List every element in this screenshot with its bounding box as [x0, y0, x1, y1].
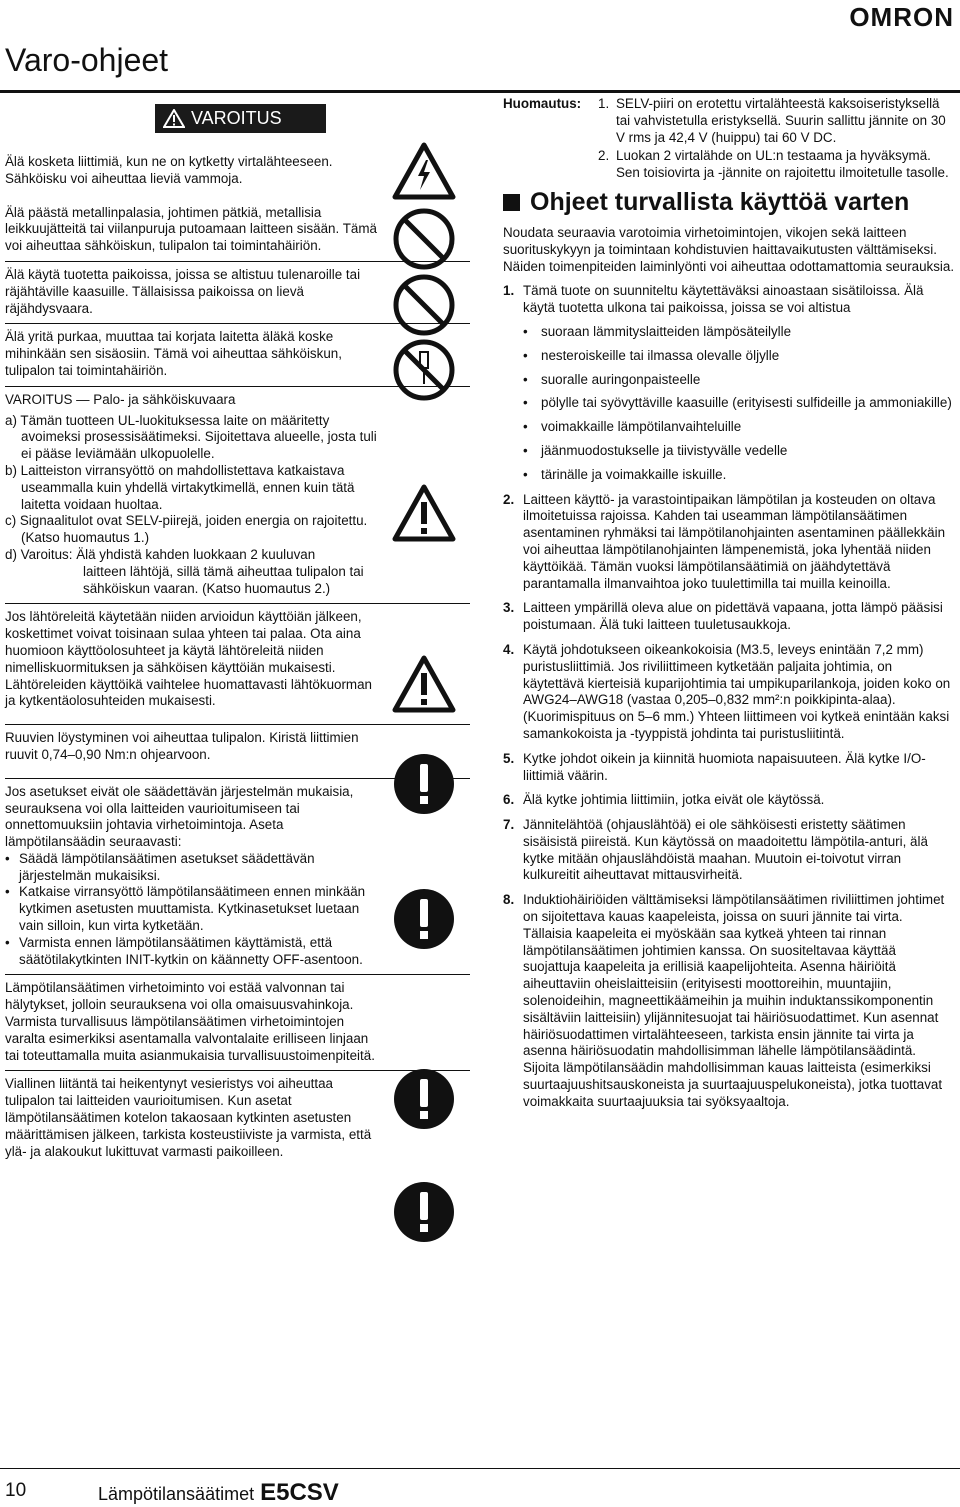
item-number: 1.	[503, 283, 515, 299]
section-heading-text: Ohjeet turvallista käyttöä varten	[530, 188, 910, 217]
omron-logo: OMRON	[849, 2, 954, 32]
item-number: 7.	[503, 817, 515, 833]
fire-shock-c: c) Signaalitulot ovat SELV-piirejä, joiden energia on rajoitettu. (Katso huomautus 1.)	[5, 513, 368, 546]
safe-use-item	[503, 600, 955, 634]
item-text: Induktiohäiriöiden välttämiseksi lämpötilansäätimen riviliittimen johtimet on sijoitettava kauas kaapeleista, joissa on suuri jännite tai virta. Tällaisia kaapeleita ei myöskään saa kytkeä yhteen tai rinnan lämpötilansäätimen johtimien kanssa. On suositeltavaa käyttää suojattuja kaapeleita ja erillisiä kaapelijohteita. Asenna häiriöitä aiheuttaviin oheislaitteisiin (erityisesti moottoreihin, muuntajiin, solenoideihin, magneettikäämeihin ja muihin induktanssikomponentin sisältäviin laitteisiin) ylijännitesuojat tai häiriösuodattimet. Kun asennat häiriösuodattimen virtalähteeseen, tarkista ensin jännite tai virta ja asenna häiriösuodatin mahdollisimman lähelle lämpötilansäädintä. Sijoita lämpötilansäädin mahdollisimman kauas laitteista (esimerkiksi suurtaajuushitsauskoneista ja suurtaajuuspelukoneista), jotka tuottavat voimakkaita suurtaajuuksia tai syöksyaaltoja.	[523, 892, 945, 1109]
item-number: 6.	[503, 792, 515, 808]
prohibition-icon	[392, 273, 456, 337]
safe-use-item	[503, 817, 955, 884]
screw-torque: Ruuvien löystyminen voi aiheuttaa tulipalon. Kiristä liittimien ruuvit 0,74–0,90 Nm:n ohjearvoon.	[5, 730, 359, 762]
note-text: Luokan 2 virtalähde on UL:n testaama ja hyväksymä. Sen toisiovirta ja -jännite on rajoitettu ilmoitetulle tasolle.	[616, 148, 949, 181]
seal-hooks: Viallinen liitäntä tai heikentynyt vesieristys voi aiheuttaa tulipalon tai laitteiden vaurioitumisen. Kun asetat lämpötilansäätimen kotelon takaosaan kytkinten asetusten määrittämisen jälkeen, tarkista kosteustiiviste ja varmista, että ylä- ja alakoukut lukittuvat varmasti paikoilleen.	[5, 1076, 372, 1159]
mandatory-action-icon	[392, 752, 456, 816]
caution-triangle-icon	[392, 655, 456, 713]
warning-triangle-icon	[163, 109, 185, 128]
item-text: Laitteen ympärillä oleva alue on pidettävä vapaana, jotta lämpö pääsisi poistumaan. Älä tuki laitteen tuuletusaukkoja.	[523, 600, 943, 633]
safe-use-item	[503, 792, 955, 809]
item-text: Tämä tuote on suunniteltu käytettäväksi ainoastaan sisätiloissa. Älä käytä tuotetta ulkona tai paikoissa, joissa se voi altistua	[523, 283, 924, 316]
footer-product	[98, 1479, 339, 1507]
warning-label: VAROITUS	[191, 108, 282, 128]
fire-shock-b: b) Laitteiston virransyöttö on mahdollistettava katkaistava useammalla kuin yhdellä virtakytkimellä, ennen kuin tätä laitetta voidaan huoltaa.	[5, 462, 355, 512]
safe-use-item	[503, 283, 955, 483]
item-number: 3.	[503, 600, 515, 616]
note-2	[503, 148, 955, 182]
square-bullet-icon	[503, 194, 520, 211]
item-text: Käytä johdotukseen oikeankokoisia (M3.5, leveys enintään 7,2 mm) puristusliittimiä. Jos riviliittimeen kytketään paljaita johtimia, on käytettävä kierteisiä kuparijohtimia tai umpikuparilankoja, joiden koko on AWG24–AWG18 (vastaa 0,205–0,832 mm²:n poikkipinta-alaa). (Kuorimispituus on 5–6 mm.) Yhteen liittimeen voi kytkeä enintään kaksi samankokoista ja -tyyppistä johdinta tai puristusliitintä.	[523, 641, 951, 741]
item-text: Jännitelähtöä (ohjauslähtöä) ei ole sähköisesti eristetty säätimen sisäisistä piireistä. Kun käytössä on maadoitettu lämpötila-anturi, älä kytke mitään ohjauslähdöistä maahan. Muutoin ei-toivotut virran kulkureitit aiheuttavat mittausvirheitä.	[523, 817, 928, 883]
safe-use-item	[503, 492, 955, 593]
item-number: 5.	[503, 750, 515, 766]
warning-header	[155, 104, 326, 133]
relay-lifetime: Jos lähtöreleitä käytetään niiden arvioidun käyttöiän jälkeen, koskettimet voivat toisinaan sulaa yhteen tai palaa. Ota aina huomioon käyttöolosuhteet ja käytä lähtöreleitä niiden nimelliskuormituksen ja sähköisen käyttöiän mukaisesti. Lähtöreleiden käyttöikä vaihtelee huomattavasti lähtökuorman ja kytkentäolosuhteiden mukaisesti.	[5, 609, 372, 709]
product-model: E5CSV	[260, 1479, 339, 1506]
note-1	[503, 96, 955, 146]
item-bullet: • suoraan lämmityslaitteiden lämpösäteilylle	[523, 324, 955, 341]
settings-bullet: • Katkaise virransyöttö lämpötilansäätimeen ennen minkään kytkimen asetusten muuttamista. Kytkinasetukset luetaan vain silloin, kun virta kytketään.	[5, 884, 380, 934]
fire-shock-title: VAROITUS — Palo- ja sähköiskuvaara	[5, 391, 236, 407]
settings-intro: Jos asetukset eivät ole säädettävän järjestelmän mukaisia, seurauksena voi olla laitteiden vaurioitumiseen tai onnettomuuksiin johtavia virhetoimintoja. Aseta lämpötilansäädin seuraavasti:	[5, 783, 354, 850]
title-rule	[0, 90, 960, 93]
settings-bullet: • Säädä lämpötilansäätimen asetukset säädettävän järjestelmän mukaisiksi.	[5, 851, 380, 885]
section-heading	[503, 188, 955, 217]
safe-use-intro: Noudata seuraavia varotoimia virhetoimintojen, vikojen sekä laitteen suorituskykyyn ja toimintaan kohdistuvien haittavaikutusten välttämiseksi. Näiden toimenpiteiden laiminlyönti voi aiheuttaa odottamattomia seurauksia.	[503, 224, 955, 274]
item-bullet: • voimakkaille lämpötilanvaihteluille	[523, 419, 955, 436]
warning-metal: Älä päästä metallinpalasia, johtimen pätkiä, metallisia leikkuujätteitä tai viilanpuruja putoamaan laitteen sisään. Tämä voi aiheuttaa sähköiskun, tulipalon tai toimintahäiriön.	[5, 204, 377, 254]
safe-use-column	[503, 96, 955, 1111]
mandatory-action-icon	[392, 1180, 456, 1244]
prohibition-icon	[392, 207, 456, 271]
item-bullet: • tärinälle ja voimakkaille iskuille.	[523, 467, 955, 484]
no-disassembly-icon	[392, 338, 456, 402]
electric-shock-icon	[392, 142, 456, 200]
malfunction-safety: Lämpötilansäätimen virhetoiminto voi estää valvonnan tai hälytykset, jolloin seurauksena voi olla omaisuusvahinkoja. Varmista turvallisuus lämpötilansäätimen virhetoimintojen varalta esimerkiksi asentamalla valvontalaite erilliseen linjaan tai toteuttamalla muita asianmukaisia turvallisuustoimenpiteitä.	[5, 980, 375, 1063]
page-title: Varo-ohjeet	[5, 42, 169, 78]
note-number: 2.	[598, 148, 610, 164]
fire-shock-a: a) Tämän tuotteen UL-luokituksessa laite on määritetty avoimeksi prosessisäätimeksi. Sijoitettava alueelle, josta tuli ei pääse leviämään ulkopuolelle.	[5, 412, 377, 462]
item-bullet: • pölylle tai syövyttäville kaasuille (erityisesti sulfideille ja ammoniakille)	[523, 395, 955, 412]
safe-use-item	[503, 751, 955, 785]
warning-disassemble: Älä yritä purkaa, muuttaa tai korjata laitetta äläkä koske mihinkään sen sisäosiin. Tämä voi aiheuttaa sähköiskun, tulipalon tai toimintahäiriön.	[5, 329, 342, 378]
warning-shock: Älä kosketa liittimiä, kun ne on kytketty virtalähteeseen. Sähköisku voi aiheuttaa lieviä vammoja.	[5, 154, 333, 186]
caution-triangle-icon	[392, 484, 456, 542]
warning-gas: Älä käytä tuotetta paikoissa, joissa se altistuu tulenaroille tai räjähtäville kaasuille. Tällaisissa paikoissa on lievä räjähdysvaara.	[5, 266, 361, 316]
footer-rule	[0, 1468, 960, 1469]
settings-bullet: • Varmista ennen lämpötilansäätimen käyttämistä, että säätötilakytkinten INIT-kytkin on käännetty OFF-asentoon.	[5, 935, 380, 969]
item-bullet: • jäänmuodostukselle ja tiivistyvälle vedelle	[523, 443, 955, 460]
item-number: 4.	[503, 641, 515, 657]
fire-shock-d1: d) Varoitus: Älä yhdistä kahden luokkaan 2 kuuluvan	[5, 546, 316, 562]
item-number: 2.	[503, 491, 515, 507]
item-text: Laitteen käyttö- ja varastointipaikan lämpötilan ja kosteuden on oltava ilmoitetuissa rajoissa. Kahden tai useamman lämpötilansäätimen asentaminen ryhmäksi tai lämpötilanohjainten asentaminen päällekkäin voi aiheuttaa lämpötilanohjainten lämpenemistä, joka lyhentää niiden käyttöikää. Tämän vuoksi lämpötilansäätimiä on jäähdytettävä parantamalla ilmanvaihtoa joko tuulettimilla tai muilla keinoilla.	[523, 491, 946, 591]
safe-use-item	[503, 892, 955, 1110]
mandatory-action-icon	[392, 1067, 456, 1131]
product-name: Lämpötilansäätimet	[98, 1484, 255, 1504]
fire-shock-d2: laitteen lähtöjä, sillä tämä aiheuttaa tulipalon tai sähköiskun vaaran. (Katso huomautus 2.)	[83, 563, 364, 596]
item-bullet: • nesteroiskeille tai ilmassa olevalle öljylle	[523, 348, 955, 365]
safe-use-item	[503, 642, 955, 743]
notes-label: Huomautus:	[503, 96, 582, 111]
page-number: 10	[5, 1480, 27, 1501]
note-text: SELV-piiri on erotettu virtalähteestä kaksoiseristyksellä tai vahvistetulla eristyksellä. Suurin sallittu jännite on 30 V rms ja 42,4 V (huippu) tai 60 V DC.	[616, 96, 946, 145]
note-number: 1.	[598, 96, 610, 111]
item-number: 8.	[503, 892, 515, 908]
item-text: Älä kytke johtimia liittimiin, jotka eivät ole käytössä.	[523, 792, 825, 808]
item-bullet: • suoralle auringonpaisteelle	[523, 372, 955, 389]
mandatory-action-icon	[392, 887, 456, 951]
item-text: Kytke johdot oikein ja kiinnitä huomiota napaisuuteen. Älä kytke I/O-liittimiä väärin.	[523, 750, 926, 783]
